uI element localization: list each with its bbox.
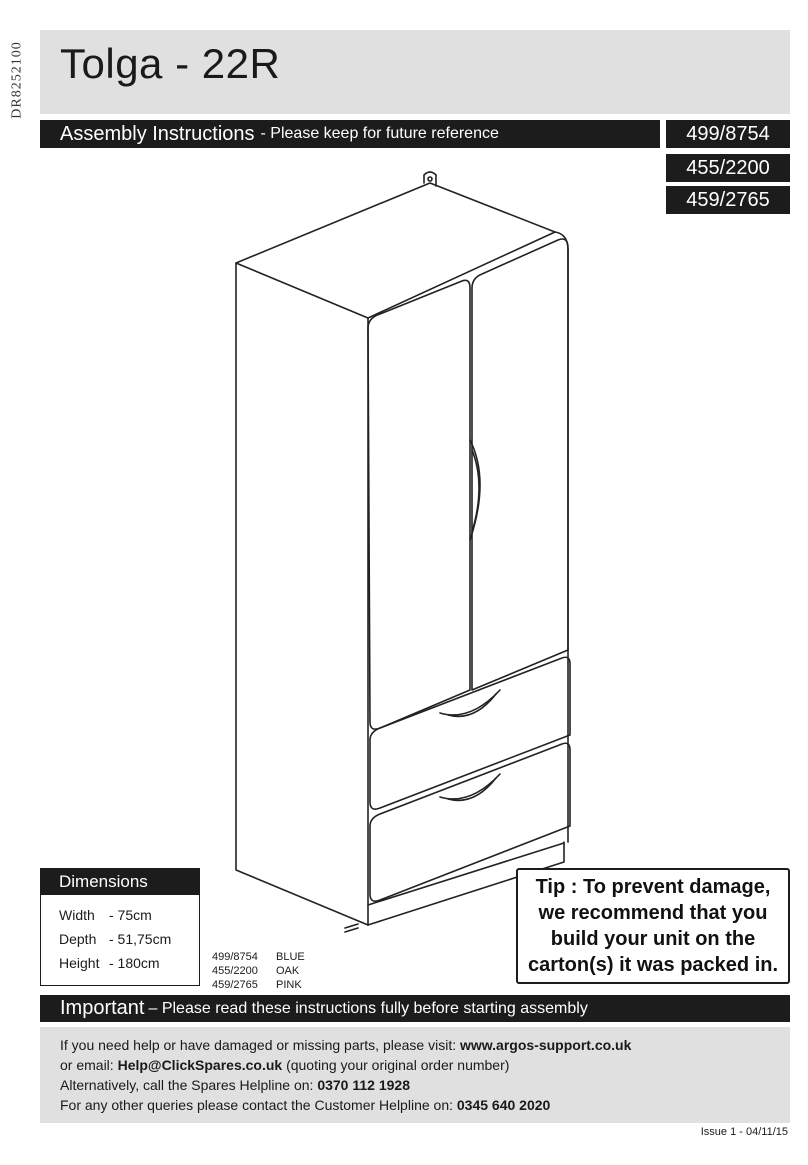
page-title: Tolga - 22R [60,40,281,87]
issue-label: Issue 1 - 04/11/15 [700,1126,788,1138]
assembly-heading: Assembly Instructions [60,122,255,145]
spares-helpline-number: 0370 112 1928 [317,1077,410,1093]
document-code-vertical: DR8252100 [10,41,26,119]
help-line: For any other queries please contact the Customer Helpline on: 0345 640 2020 [60,1097,551,1113]
tip-box [516,868,790,984]
colour-row: 455/2200 OAK [212,965,300,977]
wardrobe-side-panel [236,263,368,925]
title-band [40,30,790,114]
support-email-link[interactable]: Help@ClickSpares.co.uk [117,1057,283,1073]
product-code-badge: 455/2200 [666,154,790,182]
product-code-badge: 459/2765 [666,186,790,214]
dimensions-box [40,868,200,986]
help-line: or email: Help@ClickSpares.co.uk (quoting your original order number) [60,1057,510,1073]
assembly-instructions-bar [40,120,660,148]
support-website-link[interactable]: www.argos-support.co.uk [460,1037,632,1053]
dimension-row: Height - 180cm [59,955,160,971]
dimension-row: Width - 75cm [59,907,152,923]
customer-helpline-number: 0345 640 2020 [456,1097,551,1113]
important-bar [40,995,790,1022]
tip-text: Tip : To prevent damage, we recommend that you build your unit on the carton(s) it was packed in. [527,876,779,976]
help-line: Alternatively, call the Spares Helpline on: 0370 112 1928 [60,1077,410,1093]
wardrobe-illustration [200,165,600,940]
assembly-subheading: - Please keep for future reference [260,125,499,142]
help-section [40,1027,790,1123]
colour-row: 499/8754 BLUE [212,951,305,963]
product-code-badge: 499/8754 [666,120,790,148]
right-door [472,239,568,690]
colour-table [212,950,305,992]
dimensions-heading: Dimensions [41,869,199,895]
wardrobe-top [236,183,555,318]
important-heading: Important [60,997,145,1019]
left-door [368,280,470,729]
help-line: If you need help or have damaged or missing parts, please visit: www.argos-support.co.uk [60,1037,632,1053]
important-subheading: – Please read these instructions fully before starting assembly [148,999,588,1017]
drawer-handle-lower [440,774,500,799]
colour-row: 459/2765 PINK [212,979,302,991]
dimension-row: Depth - 51,75cm [59,931,172,947]
